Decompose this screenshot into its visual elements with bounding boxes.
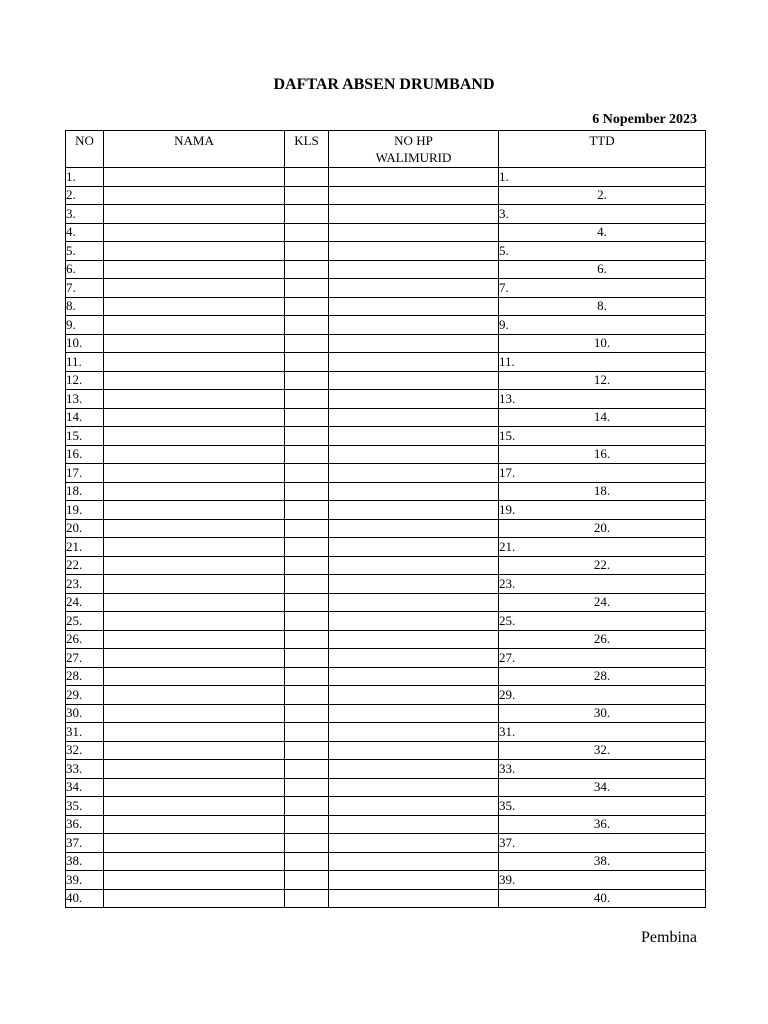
class-cell[interactable] xyxy=(285,223,329,242)
table-row xyxy=(66,797,706,816)
signature-cell[interactable] xyxy=(499,297,706,316)
phone-cell[interactable] xyxy=(329,704,499,723)
class-cell[interactable] xyxy=(285,797,329,816)
row-number: 10. xyxy=(66,334,104,353)
signature-cell[interactable] xyxy=(499,427,706,446)
name-cell[interactable] xyxy=(104,353,285,372)
signature-cell[interactable] xyxy=(499,649,706,668)
name-cell[interactable] xyxy=(104,612,285,631)
row-number: 31. xyxy=(66,723,104,742)
row-number: 3. xyxy=(66,205,104,224)
signature-cell[interactable] xyxy=(499,778,706,797)
name-cell[interactable] xyxy=(104,464,285,483)
signature-number: 8. xyxy=(597,298,607,314)
signature-cell[interactable] xyxy=(499,482,706,501)
table-row xyxy=(66,852,706,871)
signature-number: 37. xyxy=(499,834,516,850)
signature-cell[interactable] xyxy=(499,797,706,816)
phone-cell[interactable] xyxy=(329,408,499,427)
name-cell[interactable] xyxy=(104,760,285,779)
signature-number: 29. xyxy=(499,686,516,702)
signature-number: 5. xyxy=(499,242,509,258)
row-number: 2. xyxy=(66,186,104,205)
signature-cell[interactable] xyxy=(499,445,706,464)
row-number: 23. xyxy=(66,575,104,594)
name-cell[interactable] xyxy=(104,316,285,335)
row-number: 24. xyxy=(66,593,104,612)
phone-cell[interactable] xyxy=(329,556,499,575)
phone-cell[interactable] xyxy=(329,667,499,686)
signature-number: 30. xyxy=(593,705,611,721)
document-title: DAFTAR ABSEN DRUMBAND xyxy=(273,76,495,93)
signature-number: 14. xyxy=(593,409,611,425)
table-row xyxy=(66,445,706,464)
phone-cell[interactable] xyxy=(329,205,499,224)
class-cell[interactable] xyxy=(285,205,329,224)
table-row xyxy=(66,371,706,390)
signature-cell[interactable] xyxy=(499,408,706,427)
class-cell[interactable] xyxy=(285,519,329,538)
signature-number: 26. xyxy=(593,631,611,647)
phone-cell[interactable] xyxy=(329,390,499,409)
class-cell[interactable] xyxy=(285,815,329,834)
table-row xyxy=(66,427,706,446)
table-row xyxy=(66,612,706,631)
signature-cell[interactable] xyxy=(499,223,706,242)
signature-number: 32. xyxy=(593,742,611,758)
row-number: 5. xyxy=(66,242,104,261)
row-number: 9. xyxy=(66,316,104,335)
signature-number: 13. xyxy=(499,390,516,406)
name-cell[interactable] xyxy=(104,538,285,557)
name-cell[interactable] xyxy=(104,334,285,353)
table-row xyxy=(66,649,706,668)
signature-number: 12. xyxy=(593,372,611,388)
signature-label: Pembina xyxy=(641,929,697,946)
name-cell[interactable] xyxy=(104,815,285,834)
signature-cell[interactable] xyxy=(499,242,706,261)
table-row xyxy=(66,353,706,372)
signature-cell[interactable] xyxy=(499,556,706,575)
phone-cell[interactable] xyxy=(329,316,499,335)
signature-cell[interactable] xyxy=(499,186,706,205)
signature-number: 19. xyxy=(499,501,516,517)
class-cell[interactable] xyxy=(285,445,329,464)
signature-number: 24. xyxy=(593,594,611,610)
class-cell[interactable] xyxy=(285,760,329,779)
class-cell[interactable] xyxy=(285,889,329,908)
class-cell[interactable] xyxy=(285,630,329,649)
signature-cell[interactable] xyxy=(499,889,706,908)
header-no-hp-line1: NO HP xyxy=(394,133,433,148)
name-cell[interactable] xyxy=(104,408,285,427)
table-row xyxy=(66,334,706,353)
class-cell[interactable] xyxy=(285,260,329,279)
row-number: 14. xyxy=(66,408,104,427)
signature-cell[interactable] xyxy=(499,353,706,372)
class-cell[interactable] xyxy=(285,501,329,520)
signature-cell[interactable] xyxy=(499,667,706,686)
class-cell[interactable] xyxy=(285,279,329,298)
table-row xyxy=(66,279,706,298)
row-number: 39. xyxy=(66,871,104,890)
table-body xyxy=(66,168,706,908)
signature-number: 2. xyxy=(597,187,607,203)
table-row xyxy=(66,464,706,483)
signature-number: 11. xyxy=(499,353,515,369)
row-number: 40. xyxy=(66,889,104,908)
row-number: 11. xyxy=(66,353,104,372)
signature-cell[interactable] xyxy=(499,279,706,298)
phone-cell[interactable] xyxy=(329,871,499,890)
table-row xyxy=(66,778,706,797)
signature-number: 38. xyxy=(593,853,611,869)
row-number: 32. xyxy=(66,741,104,760)
row-number: 12. xyxy=(66,371,104,390)
phone-cell[interactable] xyxy=(329,649,499,668)
class-cell[interactable] xyxy=(285,871,329,890)
signature-number: 22. xyxy=(593,557,611,573)
row-number: 37. xyxy=(66,834,104,853)
name-cell[interactable] xyxy=(104,630,285,649)
phone-cell[interactable] xyxy=(329,778,499,797)
signature-cell[interactable] xyxy=(499,686,706,705)
row-number: 6. xyxy=(66,260,104,279)
signature-number: 7. xyxy=(499,279,509,295)
name-cell[interactable] xyxy=(104,649,285,668)
class-cell[interactable] xyxy=(285,667,329,686)
phone-cell[interactable] xyxy=(329,834,499,853)
signature-cell[interactable] xyxy=(499,593,706,612)
signature-number: 16. xyxy=(593,446,611,462)
table-row xyxy=(66,575,706,594)
name-cell[interactable] xyxy=(104,797,285,816)
table-row xyxy=(66,630,706,649)
row-number: 36. xyxy=(66,815,104,834)
signature-cell[interactable] xyxy=(499,815,706,834)
table-row xyxy=(66,242,706,261)
class-cell[interactable] xyxy=(285,612,329,631)
table-row xyxy=(66,223,706,242)
table-row xyxy=(66,704,706,723)
class-cell[interactable] xyxy=(285,353,329,372)
signature-number: 28. xyxy=(593,668,611,684)
table-row xyxy=(66,723,706,742)
signature-number: 21. xyxy=(499,538,516,554)
table-row xyxy=(66,815,706,834)
phone-cell[interactable] xyxy=(329,815,499,834)
row-number: 33. xyxy=(66,760,104,779)
phone-cell[interactable] xyxy=(329,852,499,871)
class-cell[interactable] xyxy=(285,778,329,797)
name-cell[interactable] xyxy=(104,279,285,298)
signature-cell[interactable] xyxy=(499,612,706,631)
phone-cell[interactable] xyxy=(329,223,499,242)
class-cell[interactable] xyxy=(285,242,329,261)
signature-number: 3. xyxy=(499,205,509,221)
header-kls: KLS xyxy=(285,131,329,168)
class-cell[interactable] xyxy=(285,482,329,501)
row-number: 25. xyxy=(66,612,104,631)
signature-number: 20. xyxy=(593,520,611,536)
signature-cell[interactable] xyxy=(499,464,706,483)
class-cell[interactable] xyxy=(285,464,329,483)
row-number: 18. xyxy=(66,482,104,501)
table-row xyxy=(66,168,706,187)
class-cell[interactable] xyxy=(285,575,329,594)
signature-cell[interactable] xyxy=(499,575,706,594)
name-cell[interactable] xyxy=(104,852,285,871)
name-cell[interactable] xyxy=(104,205,285,224)
class-cell[interactable] xyxy=(285,371,329,390)
signature-cell[interactable] xyxy=(499,538,706,557)
table-row xyxy=(66,297,706,316)
signature-number: 25. xyxy=(499,612,516,628)
name-cell[interactable] xyxy=(104,778,285,797)
name-cell[interactable] xyxy=(104,223,285,242)
row-number: 13. xyxy=(66,390,104,409)
row-number: 35. xyxy=(66,797,104,816)
name-cell[interactable] xyxy=(104,427,285,446)
class-cell[interactable] xyxy=(285,686,329,705)
class-cell[interactable] xyxy=(285,297,329,316)
signature-number: 10. xyxy=(593,335,611,351)
name-cell[interactable] xyxy=(104,556,285,575)
signature-cell[interactable] xyxy=(499,741,706,760)
signature-number: 31. xyxy=(499,723,516,739)
signature-cell[interactable] xyxy=(499,316,706,335)
class-cell[interactable] xyxy=(285,741,329,760)
header-no-hp-line2: WALIMURID xyxy=(375,150,452,165)
row-number: 28. xyxy=(66,667,104,686)
name-cell[interactable] xyxy=(104,575,285,594)
phone-cell[interactable] xyxy=(329,501,499,520)
name-cell[interactable] xyxy=(104,704,285,723)
table-row xyxy=(66,482,706,501)
phone-cell[interactable] xyxy=(329,168,499,187)
signature-number: 23. xyxy=(499,575,516,591)
row-number: 38. xyxy=(66,852,104,871)
signature-number: 33. xyxy=(499,760,516,776)
name-cell[interactable] xyxy=(104,390,285,409)
phone-cell[interactable] xyxy=(329,612,499,631)
header-no: NO xyxy=(66,131,104,168)
name-cell[interactable] xyxy=(104,871,285,890)
row-number: 8. xyxy=(66,297,104,316)
row-number: 30. xyxy=(66,704,104,723)
class-cell[interactable] xyxy=(285,723,329,742)
name-cell[interactable] xyxy=(104,667,285,686)
phone-cell[interactable] xyxy=(329,482,499,501)
phone-cell[interactable] xyxy=(329,445,499,464)
table-row xyxy=(66,556,706,575)
name-cell[interactable] xyxy=(104,501,285,520)
phone-cell[interactable] xyxy=(329,186,499,205)
signature-cell[interactable] xyxy=(499,852,706,871)
table-row xyxy=(66,889,706,908)
name-cell[interactable] xyxy=(104,260,285,279)
signature-cell[interactable] xyxy=(499,519,706,538)
signature-cell[interactable] xyxy=(499,334,706,353)
name-cell[interactable] xyxy=(104,723,285,742)
table-row xyxy=(66,538,706,557)
table-row xyxy=(66,760,706,779)
row-number: 15. xyxy=(66,427,104,446)
phone-cell[interactable] xyxy=(329,519,499,538)
name-cell[interactable] xyxy=(104,297,285,316)
signature-cell[interactable] xyxy=(499,168,706,187)
header-nama: NAMA xyxy=(104,131,285,168)
row-number: 20. xyxy=(66,519,104,538)
name-cell[interactable] xyxy=(104,242,285,261)
phone-cell[interactable] xyxy=(329,353,499,372)
phone-cell[interactable] xyxy=(329,760,499,779)
signature-cell[interactable] xyxy=(499,871,706,890)
row-number: 4. xyxy=(66,223,104,242)
row-number: 19. xyxy=(66,501,104,520)
signature-number: 1. xyxy=(499,168,509,184)
signature-number: 4. xyxy=(597,224,607,240)
phone-cell[interactable] xyxy=(329,538,499,557)
attendance-table xyxy=(65,130,706,908)
signature-cell[interactable] xyxy=(499,371,706,390)
phone-cell[interactable] xyxy=(329,279,499,298)
name-cell[interactable] xyxy=(104,834,285,853)
table-row xyxy=(66,741,706,760)
table-row xyxy=(66,871,706,890)
table-row xyxy=(66,408,706,427)
class-cell[interactable] xyxy=(285,168,329,187)
name-cell[interactable] xyxy=(104,186,285,205)
table-row xyxy=(66,390,706,409)
phone-cell[interactable] xyxy=(329,797,499,816)
row-number: 1. xyxy=(66,168,104,187)
row-number: 21. xyxy=(66,538,104,557)
signature-cell[interactable] xyxy=(499,260,706,279)
signature-number: 27. xyxy=(499,649,516,665)
name-cell[interactable] xyxy=(104,482,285,501)
row-number: 7. xyxy=(66,279,104,298)
signature-cell[interactable] xyxy=(499,760,706,779)
class-cell[interactable] xyxy=(285,186,329,205)
table-row xyxy=(66,260,706,279)
signature-number: 39. xyxy=(499,871,516,887)
signature-number: 17. xyxy=(499,464,516,480)
name-cell[interactable] xyxy=(104,445,285,464)
table-row xyxy=(66,686,706,705)
table-row xyxy=(66,834,706,853)
class-cell[interactable] xyxy=(285,704,329,723)
class-cell[interactable] xyxy=(285,334,329,353)
row-number: 34. xyxy=(66,778,104,797)
signature-number: 15. xyxy=(499,427,516,443)
phone-cell[interactable] xyxy=(329,260,499,279)
signature-cell[interactable] xyxy=(499,205,706,224)
class-cell[interactable] xyxy=(285,316,329,335)
document-date: 6 Nopember 2023 xyxy=(592,112,697,127)
name-cell[interactable] xyxy=(104,371,285,390)
class-cell[interactable] xyxy=(285,556,329,575)
class-cell[interactable] xyxy=(285,852,329,871)
table-row xyxy=(66,501,706,520)
row-number: 26. xyxy=(66,630,104,649)
header-ttd: TTD xyxy=(499,131,706,168)
signature-number: 35. xyxy=(499,797,516,813)
name-cell[interactable] xyxy=(104,168,285,187)
class-cell[interactable] xyxy=(285,649,329,668)
signature-cell[interactable] xyxy=(499,630,706,649)
signature-number: 6. xyxy=(597,261,607,277)
signature-number: 18. xyxy=(593,483,611,499)
phone-cell[interactable] xyxy=(329,723,499,742)
name-cell[interactable] xyxy=(104,686,285,705)
name-cell[interactable] xyxy=(104,741,285,760)
row-number: 17. xyxy=(66,464,104,483)
signature-cell[interactable] xyxy=(499,501,706,520)
row-number: 22. xyxy=(66,556,104,575)
table-row xyxy=(66,667,706,686)
phone-cell[interactable] xyxy=(329,889,499,908)
phone-cell[interactable] xyxy=(329,741,499,760)
phone-cell[interactable] xyxy=(329,686,499,705)
signature-number: 40. xyxy=(593,890,611,906)
phone-cell[interactable] xyxy=(329,297,499,316)
signature-cell[interactable] xyxy=(499,723,706,742)
table-row xyxy=(66,186,706,205)
phone-cell[interactable] xyxy=(329,427,499,446)
table-row xyxy=(66,316,706,335)
name-cell[interactable] xyxy=(104,519,285,538)
table-header-row xyxy=(66,131,706,168)
header-no-hp-walimurid xyxy=(329,131,499,168)
name-cell[interactable] xyxy=(104,593,285,612)
class-cell[interactable] xyxy=(285,538,329,557)
phone-cell[interactable] xyxy=(329,464,499,483)
phone-cell[interactable] xyxy=(329,242,499,261)
signature-cell[interactable] xyxy=(499,390,706,409)
row-number: 16. xyxy=(66,445,104,464)
phone-cell[interactable] xyxy=(329,371,499,390)
table-row xyxy=(66,593,706,612)
phone-cell[interactable] xyxy=(329,575,499,594)
row-number: 27. xyxy=(66,649,104,668)
class-cell[interactable] xyxy=(285,390,329,409)
class-cell[interactable] xyxy=(285,427,329,446)
phone-cell[interactable] xyxy=(329,593,499,612)
row-number: 29. xyxy=(66,686,104,705)
phone-cell[interactable] xyxy=(329,334,499,353)
table-row xyxy=(66,519,706,538)
signature-cell[interactable] xyxy=(499,834,706,853)
signature-cell[interactable] xyxy=(499,704,706,723)
signature-number: 36. xyxy=(593,816,611,832)
class-cell[interactable] xyxy=(285,408,329,427)
signature-number: 34. xyxy=(593,779,611,795)
phone-cell[interactable] xyxy=(329,630,499,649)
class-cell[interactable] xyxy=(285,593,329,612)
signature-number: 9. xyxy=(499,316,509,332)
name-cell[interactable] xyxy=(104,889,285,908)
table-row xyxy=(66,205,706,224)
class-cell[interactable] xyxy=(285,834,329,853)
